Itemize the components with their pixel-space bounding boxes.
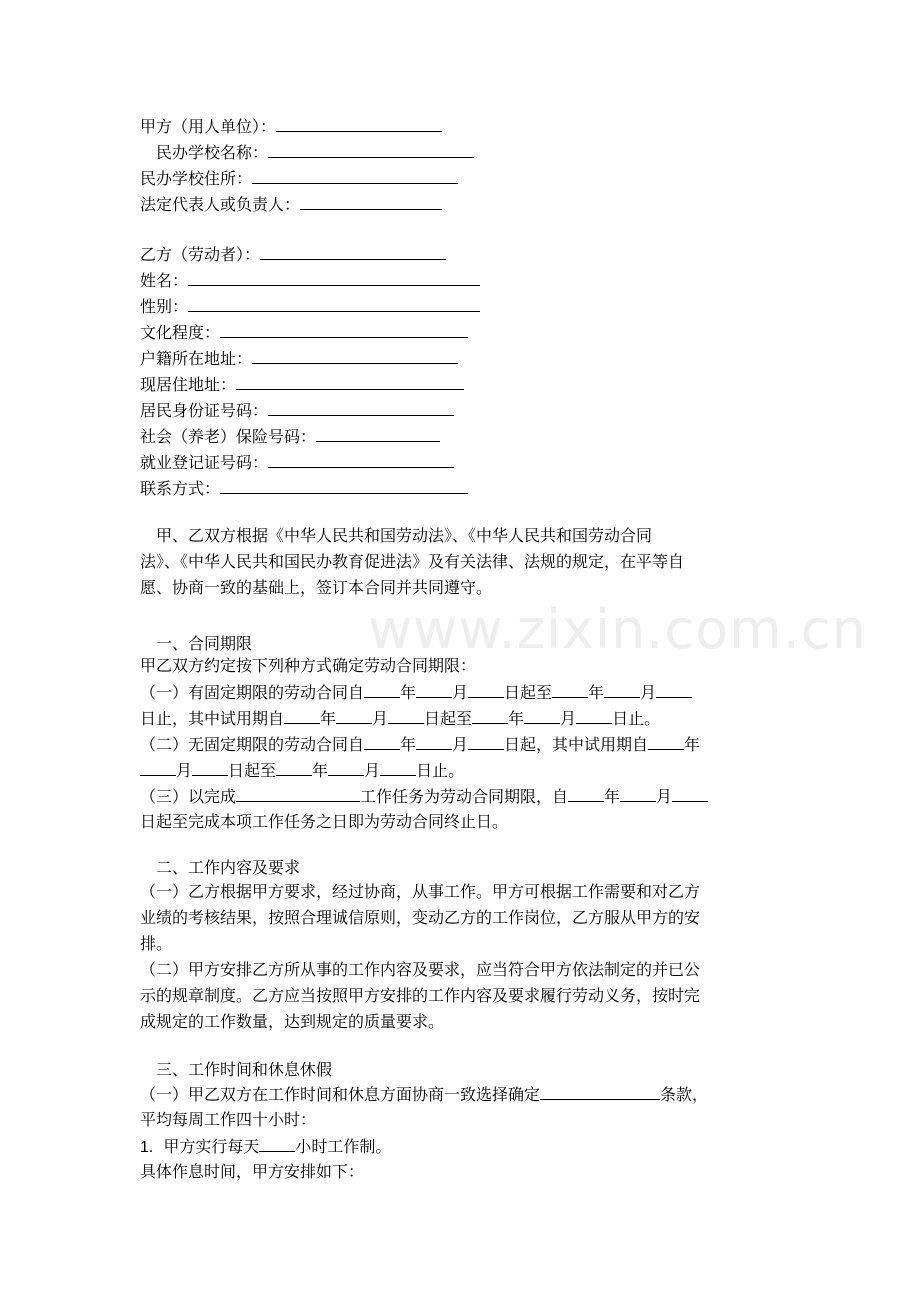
section-2-line-4: （二）甲方安排乙方所从事的工作内容及要求，应当符合甲方依法制定的并已公	[140, 960, 701, 979]
term-item-1-line-2	[140, 708, 660, 728]
preamble-line-1: 甲、乙双方根据《中华人民共和国劳动法》、《中华人民共和国劳动合同	[156, 526, 653, 545]
section-1-intro: 甲乙双方约定按下列种方式确定劳动合同期限：	[140, 656, 477, 675]
blank-day[interactable]	[380, 760, 416, 776]
to-day-label: 日止。	[612, 709, 661, 728]
representative-line	[140, 194, 442, 214]
blank-month[interactable]	[140, 760, 176, 776]
section-3-heading: 三、工作时间和休息休假	[156, 1060, 333, 1079]
term-item-1-prefix: （一）有固定期限的劳动合同自	[140, 683, 365, 702]
section-3-item-1-suffix: 条款，	[660, 1085, 709, 1104]
hours-prefix: 甲方实行每天	[163, 1137, 260, 1156]
term-item-3-line-1	[140, 786, 708, 806]
blank-day[interactable]	[388, 708, 424, 724]
party-b-label: 乙方（劳动者）：	[140, 245, 261, 264]
month-label: 月	[640, 683, 657, 702]
name-blank[interactable]	[188, 270, 480, 286]
blank-year[interactable]	[568, 786, 604, 802]
contact-line	[140, 478, 468, 498]
year-label: 年	[684, 735, 701, 754]
blank-day[interactable]	[468, 734, 504, 750]
party-b-blank[interactable]	[260, 244, 446, 260]
insurance-number-label: 社会（养老）保险号码：	[140, 427, 317, 446]
from-day-label: 日起至	[424, 709, 473, 728]
name-line	[140, 270, 480, 290]
id-number-blank[interactable]	[268, 400, 454, 416]
month-label: 月	[364, 761, 381, 780]
section-1-heading: 一、合同期限	[156, 634, 253, 653]
year-label: 年	[320, 709, 337, 728]
household-address-line	[140, 348, 458, 368]
blank-day[interactable]	[672, 786, 708, 802]
year-label: 年	[400, 683, 417, 702]
blank-day[interactable]	[192, 760, 228, 776]
party-b-label-line	[140, 244, 446, 264]
party-a-label: 甲方（用人单位）：	[140, 117, 277, 136]
term-item-1-end: 日止，其中试用期自	[140, 709, 285, 728]
blank-month[interactable]	[604, 682, 640, 698]
blank-day[interactable]	[468, 682, 504, 698]
hours-suffix: 小时工作制。	[295, 1137, 392, 1156]
party-a-label-line	[140, 116, 442, 136]
section-2-line-5: 示的规章制度。乙方应当按照甲方安排的工作内容及要求履行劳动义务，按时完	[140, 986, 701, 1005]
employment-reg-label: 就业登记证号码：	[140, 453, 269, 472]
month-label: 月	[656, 787, 673, 806]
blank-day[interactable]	[656, 682, 692, 698]
blank-month[interactable]	[416, 682, 452, 698]
from-day-label: 日起至	[228, 761, 277, 780]
education-label: 文化程度：	[140, 323, 221, 342]
gender-label: 性别：	[140, 297, 189, 316]
year-label: 年	[588, 683, 605, 702]
term-item-3-line-2: 日起至完成本项工作任务之日即为劳动合同终止日。	[140, 812, 509, 831]
preamble-line-3: 愿、协商一致的基础上，签订本合同并共同遵守。	[140, 578, 493, 597]
representative-blank[interactable]	[300, 194, 442, 210]
school-name-label: 民办学校名称：	[156, 143, 269, 162]
current-address-line	[140, 374, 464, 394]
clause-blank[interactable]	[540, 1084, 660, 1100]
gender-line	[140, 296, 480, 316]
household-address-blank[interactable]	[252, 348, 458, 364]
name-label: 姓名：	[140, 271, 189, 290]
term-item-2-mid: 日起，其中试用期自	[504, 735, 649, 754]
term-item-2-prefix: （二）无固定期限的劳动合同自	[140, 735, 365, 754]
blank-year[interactable]	[552, 682, 588, 698]
education-line	[140, 322, 468, 342]
section-2-line-3: 排。	[140, 934, 173, 953]
section-2-heading: 二、工作内容及要求	[156, 858, 301, 877]
year-label: 年	[508, 709, 525, 728]
employment-reg-blank[interactable]	[268, 452, 454, 468]
blank-month[interactable]	[416, 734, 452, 750]
blank-month[interactable]	[524, 708, 560, 724]
insurance-number-blank[interactable]	[316, 426, 440, 442]
representative-label: 法定代表人或负责人：	[140, 195, 301, 214]
blank-year[interactable]	[472, 708, 508, 724]
insurance-number-line	[140, 426, 440, 446]
year-label: 年	[312, 761, 329, 780]
section-2-line-1: （一）乙方根据甲方要求，经过协商，从事工作。甲方可根据工作需要和对乙方	[140, 882, 701, 901]
school-name-line	[140, 142, 474, 162]
year-label: 年	[400, 735, 417, 754]
contact-label: 联系方式：	[140, 479, 221, 498]
from-day-label: 日起至	[504, 683, 553, 702]
blank-year[interactable]	[648, 734, 684, 750]
blank-day[interactable]	[576, 708, 612, 724]
section-3-line-3	[140, 1136, 391, 1156]
current-address-blank[interactable]	[236, 374, 464, 390]
month-label: 月	[372, 709, 389, 728]
school-address-blank[interactable]	[252, 168, 458, 184]
term-item-3-mid: 工作任务为劳动合同期限，自	[360, 787, 569, 806]
blank-month[interactable]	[336, 708, 372, 724]
blank-month[interactable]	[328, 760, 364, 776]
section-2-line-6: 成规定的工作数量，达到规定的质量要求。	[140, 1012, 445, 1031]
term-item-3-prefix: （三）以完成	[140, 787, 237, 806]
blank-year[interactable]	[364, 682, 400, 698]
month-label: 月	[452, 683, 469, 702]
education-blank[interactable]	[220, 322, 468, 338]
section-3-item-1-prefix: （一）甲乙双方在工作时间和休息方面协商一致选择确定	[140, 1085, 541, 1104]
term-item-2-line-2	[140, 760, 464, 780]
section-2-line-2: 业绩的考核结果，按照合理诚信原则，变动乙方的工作岗位，乙方服从甲方的安	[140, 908, 701, 927]
blank-month[interactable]	[620, 786, 656, 802]
id-number-line	[140, 400, 454, 420]
preamble-line-2: 法》、《中华人民共和国民办教育促进法》及有关法律、法规的规定，在平等自	[140, 552, 685, 571]
school-name-blank[interactable]	[268, 142, 474, 158]
blank-year[interactable]	[276, 760, 312, 776]
section-3-line-1	[140, 1084, 708, 1104]
blank-year[interactable]	[284, 708, 320, 724]
term-item-1-line-1	[140, 682, 692, 702]
school-address-label: 民办学校住所：	[140, 169, 253, 188]
task-blank[interactable]	[236, 786, 360, 802]
party-a-blank[interactable]	[276, 116, 442, 132]
month-label: 月	[176, 761, 193, 780]
month-label: 月	[560, 709, 577, 728]
employment-reg-line	[140, 452, 454, 472]
term-item-2-line-1	[140, 734, 700, 754]
section-3-line-2: 平均每周工作四十小时：	[140, 1110, 317, 1129]
year-label: 年	[604, 787, 621, 806]
contact-blank[interactable]	[220, 478, 468, 494]
item-number: 1.	[140, 1139, 154, 1156]
section-3-line-4: 具体作息时间，甲方安排如下：	[140, 1162, 365, 1181]
month-label: 月	[452, 735, 469, 754]
watermark: www.zixin.com.cn	[368, 598, 867, 661]
hours-blank[interactable]	[259, 1136, 295, 1152]
to-day-label: 日止。	[416, 761, 465, 780]
gender-blank[interactable]	[188, 296, 480, 312]
id-number-label: 居民身份证号码：	[140, 401, 269, 420]
school-address-line	[140, 168, 458, 188]
blank-year[interactable]	[364, 734, 400, 750]
household-address-label: 户籍所在地址：	[140, 349, 253, 368]
current-address-label: 现居住地址：	[140, 375, 237, 394]
